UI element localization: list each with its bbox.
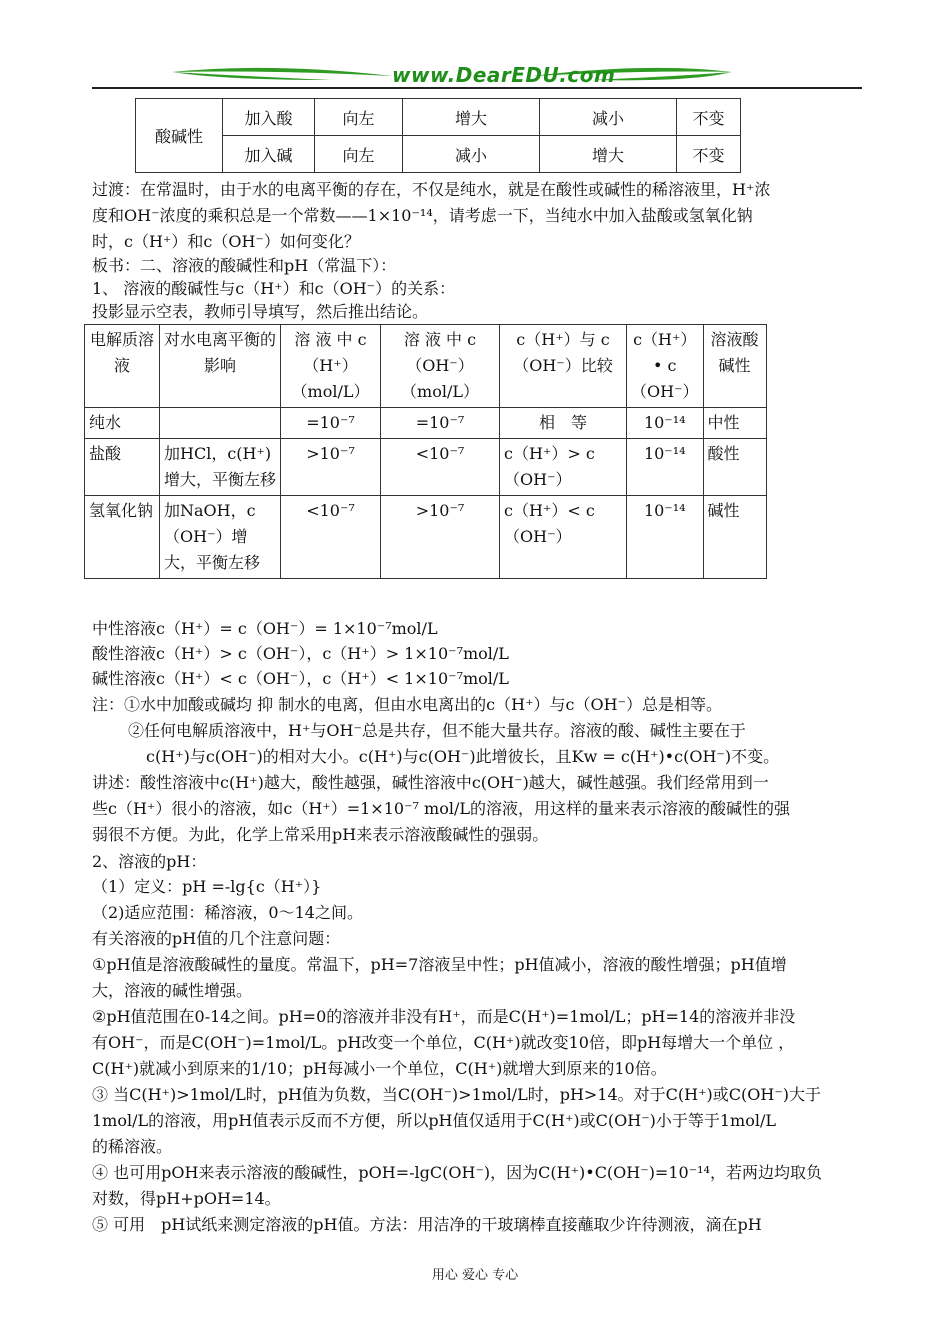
- table-cell: 减小: [403, 136, 540, 173]
- column-header: 对水电离平衡的影响: [160, 325, 281, 408]
- table-cell: =10⁻⁷: [281, 408, 381, 439]
- paragraph-line: 度和OH⁻浓度的乘积总是一个常数——1×10⁻¹⁴，请考虑一下，当纯水中加入盐酸或氢氧化钠: [92, 206, 753, 225]
- paragraph-line: ②pH值范围在0-14之间。pH=0的溶液并非没有H⁺，而是C(H⁺)=1mol/L；pH=14的溶液并非没: [92, 1007, 796, 1026]
- table-row: [136, 136, 741, 173]
- paragraph-line: 讲述：酸性溶液中c(H⁺)越大，酸性越强，碱性溶液中c(OH⁻)越大，碱性越强。我们经常用到一: [92, 773, 769, 792]
- paragraph-line: ④ 也可用pOH来表示溶液的酸碱性，pOH=-lgC(OH⁻)，因为C(H⁺)•C(OH⁻)=10⁻¹⁴，若两边均取负: [92, 1163, 822, 1182]
- section-heading: 1、 溶液的酸碱性与c（H⁺）和c（OH⁻）的关系：: [92, 279, 456, 298]
- table-cell: 碱性: [703, 496, 766, 579]
- table-cell: 酸性: [703, 439, 766, 496]
- table-cell: 加入酸: [223, 99, 315, 136]
- paragraph-line: c(H⁺)与c(OH⁻)的相对大小。c(H⁺)与c(OH⁻)此增彼长，且Kw = c(H⁺)•c(OH⁻)不变。: [146, 747, 780, 766]
- table-cell: 不变: [677, 99, 741, 136]
- header-rule: [92, 87, 862, 89]
- column-header: c（H⁺）与 c（OH⁻）比较: [500, 325, 627, 408]
- paragraph-line: （1）定义：pH =-lg{c（H⁺）}: [92, 877, 322, 896]
- paragraph-line: 注：①水中加酸或碱均 抑 制水的电离，但由水电离出的c（H⁺）与c（OH⁻）总是相等。: [92, 695, 723, 714]
- table-row: [85, 439, 767, 496]
- table-cell: <10⁻⁷: [281, 496, 381, 579]
- paragraph-line: 对数，得pH+pOH=14。: [92, 1189, 281, 1208]
- solution-acidity-table: [84, 324, 767, 579]
- table-cell: 加入碱: [223, 136, 315, 173]
- column-header: 溶 液 中 c（H⁺）（mol/L）: [281, 325, 381, 408]
- paragraph-line: 板书：二、溶液的酸碱性和pH（常温下）：: [92, 256, 397, 275]
- table-cell: [160, 408, 281, 439]
- page-footer: 用心 爱心 专心: [431, 1268, 519, 1283]
- table-cell: 酸碱性: [136, 99, 223, 173]
- paragraph-line: 中性溶液c（H⁺）= c（OH⁻）= 1×10⁻⁷mol/L: [92, 619, 438, 638]
- paragraph-line: 投影显示空表，教师引导填写，然后推出结论。: [92, 302, 429, 321]
- table-row: [136, 99, 741, 136]
- paragraph-line: 碱性溶液c（H⁺）< c（OH⁻），c（H⁺）< 1×10⁻⁷mol/L: [92, 669, 509, 688]
- column-header: 电解质溶液: [85, 325, 160, 408]
- paragraph-line: 的稀溶液。: [92, 1137, 173, 1156]
- table-cell: 加NaOH，c（OH⁻）增大，平衡左移: [160, 496, 281, 579]
- table-cell: 纯水: [85, 408, 160, 439]
- table-cell: c（H⁺）> c（OH⁻）: [500, 439, 627, 496]
- column-header: 溶 液 中 c（OH⁻）（mol/L）: [381, 325, 500, 408]
- paragraph-line: 时，c（H⁺）和c（OH⁻）如何变化？: [92, 232, 360, 251]
- table-row: [85, 496, 767, 579]
- table-cell: >10⁻⁷: [281, 439, 381, 496]
- column-header: c（H⁺）• c（OH⁻）: [627, 325, 704, 408]
- table-cell: 盐酸: [85, 439, 160, 496]
- table-row: [85, 408, 767, 439]
- acid-base-effect-table: [135, 98, 741, 173]
- table-header-row: [85, 325, 767, 408]
- table-cell: 相 等: [500, 408, 627, 439]
- paragraph-line: ③ 当C(H⁺)>1mol/L时，pH值为负数，当C(OH⁻)>1mol/L时，pH>14。对于C(H⁺)或C(OH⁻)大于: [92, 1085, 822, 1104]
- paragraph-line: 有关溶液的pH值的几个注意问题：: [92, 929, 341, 948]
- paragraph-line: 弱很不方便。为此，化学上常采用pH来表示溶液酸碱性的强弱。: [92, 825, 549, 844]
- table-cell: >10⁻⁷: [381, 496, 500, 579]
- table-cell: <10⁻⁷: [381, 439, 500, 496]
- paragraph-line: 大，溶液的碱性增强。: [92, 981, 253, 1000]
- paragraph-line: 过渡：在常温时，由于水的电离平衡的存在，不仅是纯水，就是在酸性或碱性的稀溶液里，H⁺浓: [92, 180, 771, 199]
- table-cell: 增大: [403, 99, 540, 136]
- table-cell: 氢氧化钠: [85, 496, 160, 579]
- table-cell: 向左: [315, 136, 403, 173]
- table-cell: 10⁻¹⁴: [627, 408, 704, 439]
- table-cell: 加HCl，c(H⁺)增大，平衡左移: [160, 439, 281, 496]
- paragraph-line: ⑤ 可用 pH试纸来测定溶液的pH值。方法：用洁净的干玻璃棒直接蘸取少许待测液，滴在pH: [92, 1215, 762, 1234]
- paragraph-line: ①pH值是溶液酸碱性的量度。常温下，pH=7溶液呈中性；pH值减小，溶液的酸性增强；pH值增: [92, 955, 787, 974]
- paragraph-line: 1mol/L的溶液，用pH值表示反而不方便，所以pH值仅适用于C(H⁺)或C(OH⁻)小于等于1mol/L: [92, 1111, 776, 1130]
- table-cell: 不变: [677, 136, 741, 173]
- site-logo-text: www.DearEDU.com: [392, 63, 616, 87]
- column-header: 溶液酸碱性: [703, 325, 766, 408]
- paragraph-line: ②任何电解质溶液中，H⁺与OH⁻总是共存，但不能大量共存。溶液的酸、碱性主要在于: [128, 721, 746, 740]
- table-cell: c（H⁺）< c（OH⁻）: [500, 496, 627, 579]
- site-header: [92, 60, 862, 90]
- table-cell: 增大: [540, 136, 677, 173]
- table-cell: 10⁻¹⁴: [627, 439, 704, 496]
- paragraph-line: C(H⁺)就减小到原来的1/10；pH每减小一个单位，C(H⁺)就增大到原来的10倍。: [92, 1059, 667, 1078]
- table-cell: 向左: [315, 99, 403, 136]
- table-cell: 中性: [703, 408, 766, 439]
- paragraph-line: 有OH⁻，而是C(OH⁻)=1mol/L。pH改变一个单位，C(H⁺)就改变10倍，即pH每增大一个单位 ，: [92, 1033, 795, 1052]
- section-heading: 2、溶液的pH：: [92, 852, 207, 871]
- table-cell: 减小: [540, 99, 677, 136]
- table-cell: =10⁻⁷: [381, 408, 500, 439]
- paragraph-line: （2)适应范围：稀溶液，0～14之间。: [92, 903, 363, 922]
- table-cell: 10⁻¹⁴: [627, 496, 704, 579]
- paragraph-line: 酸性溶液c（H⁺）> c（OH⁻），c（H⁺）> 1×10⁻⁷mol/L: [92, 644, 509, 663]
- paragraph-line: 些c（H⁺）很小的溶液，如c（H⁺）=1×10⁻⁷ mol/L的溶液，用这样的量来表示溶液的酸碱性的强: [92, 799, 790, 818]
